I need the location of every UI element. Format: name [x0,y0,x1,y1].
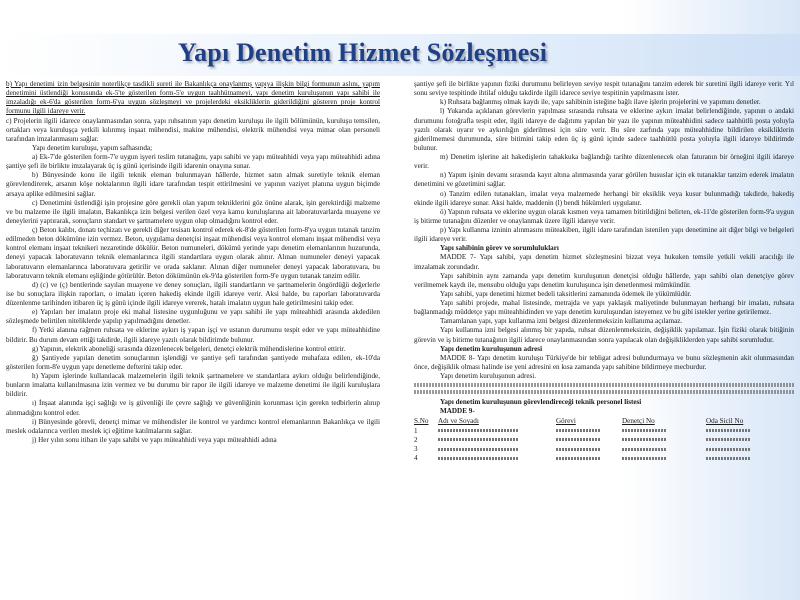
blank-field [706,457,750,460]
paragraph-n: n) Yapım işinin devamı sırasında kayıt altına alınmasında yarar görülen hususlar için ek tutanaklar tanzim ederek imalatın denetimini ve gözetimini sağlar. [414,171,794,189]
right-column [414,80,794,595]
blank-field [556,448,600,451]
col-inspector-no: Denetçi No [622,417,655,426]
address-label: Yapı denetim kuruluşunun adresi. [440,372,537,380]
paragraph-j: j) Her yılın sonu itibarı ile yapı sahibi ve yapı müteahhidi veya yapı müteahhidi adına [32,435,277,444]
blank-field [706,448,750,451]
paragraph-h: h) Yapım işlerinde kullanılacak malzemelerin ilgili teknik şartnamelere ve standartlara aykırı olduğu belirlendiğinde, bunların imalatta kullanılmasına izin vermez ve bu durumu bir rapor ile ilgili idareye ve malzeme denetimi ile ilgili kuruluşlara bildirir. [6,372,380,399]
staff-table [414,417,794,463]
row-number: 1 [414,426,418,435]
paragraph-c2: c) Denetimini üstlendiği işin projesine göre gerekli olan yapım tekniklerini göz önüne alarak, işin gerektirdiği malzeme ve bu malzeme ile ilgili imalatın, Bakanlıkça izin belgesi verilen özel veya kamu kuruluşlarına ait laboratuvarlarda muayene ve deneylerini yaptırarak, sonuçların standart ve şartnamelere uygun olup olmadığını kontrol eder. [6,198,380,225]
paragraph-f: f) Yetki alanına rağmen ruhsata ve eklerine aykırı iş yapan işçi ve ustanın durumunu tespit eder ve yapı müteahhidine bildirir. Bu durum devam ettiği takdirde, ilgili idareye yazılı olarak bildirimde bulunur. [6,326,380,344]
blank-field [556,438,600,441]
paragraph-o: o) Tanzim edilen tutanakları, imalat veya malzemede herhangi bir eksiklik veya kusur bulunmadığı takdirde, hakediş ekinde ilgili idareye sunar. Aksi halde, maddenin (l) bendi hükümleri uygulanır. [414,189,794,207]
paragraph-p: p) Yapı kullanma izninin alınmasını müteakiben, ilgili idare tarafından istenilen yapı denetimine ait diğer bilgi ve belgeleri ilgili idareye verir. [414,226,794,244]
paragraph-i: ı) İnşaat alanında işçi sağlığı ve iş güvenliği ile çevre sağlığı ve güvenliğinin korunması için gerekn tedbirlerin alınıp alınmadığını kontrol eder. [6,399,380,417]
heading-address: Yapı denetim kuruluşunun adresi [440,344,543,353]
article-7: MADDE 7- Yapı sahibi, yapı denetim hizmet sözleşmesini bizzat veya hukuken temsile yetkili vekili aracılığı ile imzalamak zorundadır. [414,253,794,271]
article-7-para-c: Yapı sahibi, yapı denetimi hizmet bedeli taksitlerini zamanında ödemek ile yükümlüdür. [440,289,692,298]
col-name: Adı ve Soyadı [438,417,479,426]
left-column [6,80,380,595]
staff-table-header [414,417,794,426]
col-role: Görevi [556,417,576,426]
paragraph-cc: ç) Beton kalıbı, donatı teçhizatı ve gerekli diğer tesisatı kontrol ederek ek-8'de gösterilen form-8'ya uygun tutanak tanzim edilmeden beton dökümüne izin vermez. Beton, uygulama denetçisi inşaat mühendisi veya kontrol elemanı inşaat mühendisi veya kontrol elemanı inşaat teknikeri nezaretinde dökülür. Beton numuneleri, dökümü yerinde yapı denetim elemanlarının huzurunda, deneyi yapacak laboratuvarın teknik elemanlarınca ilgili standartlara uygun olarak alınır. Alınan numuneler deneyi yapacak laboratuvarın elemanlarınca laboratuvara getirilir ve orada saklanır. Alınan diğer numuneler deneyi yapacak laboratuvara, bu laboratuvarın teknik elemanı eşliğinde götürülür. Beton dökümünün ek-9'da gösterilen form-9'e uygun tutanak tanzim edilir. [6,226,380,280]
paragraph-d: d) (c) ve (ç) bentlerinde sayılan muayene ve deney sonuçları, ilgili standartların ve şartnamelerin öngördüğü değerlerle ise bu sonuçlara ilişkin raporları, o imalatı içeren hakediş ekinde ilgili idareye verir. Aksi halde, bu raporları laboratuvarda düzenlenme tarihinden itibaren üç iş günü içinde ilgili idareye vererek, hatalı imalatın uygun hale getirilmesini takip eder. [6,280,380,307]
article-7-para-d: Yapı sahibi projede, mahal listesinde, metrajda ve yapı yaklaşık maliyetinde bulunmayan herhangi bir imalatı, ruhsata bağlanmadığı müddetçe yapı müteahhidinden ve yapı denetim kuruluşundan isteyemez ve bu gibi istekler yerine getirilemez. [414,299,794,317]
blank-field [556,429,600,432]
heading-construction-phase: Yapı denetim kuruluşu, yapım safhasında; [32,143,153,152]
blank-field [438,429,518,432]
title-band [0,34,800,76]
blank-field [622,448,666,451]
article-7-para-b: Yapı sahibinin aynı zamanda yapı denetim kuruluşunun denetçisi olduğu hâllerde, yapı sahibi olan denetçiye görev verilmemek kaydı ile, mensubu olduğu yapı denetim kuruluşunca işin denetlenmesi mümkündür. [414,271,794,289]
table-row [414,436,794,445]
paragraph-b2: b) Bünyesinde konu ile ilgili teknik eleman bulunmayan hâllerde, hizmet satın almak suretiyle teknik eleman görevlendirerek, arsanın köşe noktalarının ilgili idare tarafından tespit ettirilmesini ve yapının vaziyet planına uygun biçimde arsaya aplike edilmesini sağlar. [6,171,380,198]
paragraph-oo: ö) Yapının ruhsata ve eklerine uygun olarak kısmen veya tamamen bitirildiğini belirten, ek-11'de gösterilen form-9'a uygun iş bitirme tutanağını düzenler ve onaylanmak üzere ilgili idareye verir. [414,207,794,225]
blank-field [438,438,518,441]
paragraph-e: e) Yapıları her imalatın proje eki mahal listesine uygunluğunu ve yapı sahibi ile yapı müteahhidi arasında akdedilen sözleşmede belirtilen niteliklerde yapılıp yapılmadığını denetler. [6,308,380,326]
blank-field [438,457,518,460]
col-chamber-no: Oda Sicil No [706,417,744,426]
page-title: Yapı Denetim Hizmet Sözleşmesi [178,38,548,67]
blank-field [438,448,518,451]
blank-field [622,457,666,460]
paragraph-g: g) Yapının, elektrik aboneliği sırasında düzenlenecek belgeleri, denetçi elektrik mühendislerine kontrol ettirir. [32,344,346,353]
blank-field [706,438,750,441]
blank-field [706,429,750,432]
table-row [414,454,794,463]
address-fill-line-1 [414,383,794,387]
paragraph-ii: i) Bünyesinde görevli, denetçi mimar ve mühendisler ile kontrol ve yardımcı kontrol elemanlarının Bakanlıkça ve ilgili meslek odalarınca verilen meslek içi eğitime katılmalarını sağlar. [6,417,380,435]
article-7-para-f: Yapı kullanma izni belgesi alınmış bir yapıda, ruhsat düzenlenmeksizin, değişiklik yapılamaz. İşin fiziki olarak bitiğinin görevin ve iş bitirme tutanağının ilgili idarece onaylanmasından sonra yapılacak olan değişikliklerden yapı sahibi sorumludur. [414,326,794,344]
blank-field [622,438,666,441]
row-number: 4 [414,453,418,462]
article-9: MADDE 9- [440,407,475,416]
blank-field [556,457,600,460]
paragraph-a: a) Ek-7'de gösterilen form-7'e uygun işyeri teslim tutanağını, yapı sahibi ve yapı müteahhidi veya yapı müteahhidi adına şantiye şefi ile birlikte imzalayarak üç iş günü içerisinde ilgili idarenin onayına sunar. [6,153,380,171]
paragraph-b: b) Yapı denetimi izin belgesinin noterlikçe tasdikli sureti ile Bakanlıkça onaylanmış yapıya ilişkin bilgi formunun aslını, yapım denetimini üstlendiği konusunda ek-5'te gösterilen form-5'e uygun taahhütnameyi, yapı denetim kuruluşunun yapı sahibi ile imzaladığı ek-6'da gösterilen form-6'ya uygun sözleşmeyi ve projelerdeki eksikliklerin giderildiğini gösteren proje kontrol formunu ilgili idareye verir. [6,80,380,116]
paragraph-continued: şantiye şefi ile birlikte yapının fiziki durumunu belirleyen seviye tespit tutanağını tanzim ederek bir suretini ilgili idareye verir. Yıl sonu seviye tespitinde ihtilaf olduğu takdirde ilgili idarece seviye tespitinin yapılmasını ister. [414,80,794,98]
heading-staff-list: Yapı denetim kuruluşunun görevlendireceği teknik personel listesi [440,398,642,407]
heading-owner-duties: Yapı sahibinin görev ve sorumlulukları [440,244,559,253]
paragraph-l: l) Yukarıda açıklanan görevlerin yapılması sırasında ruhsata ve eklerine aykırı imalat belirlendiğinde, yapının o andaki durumunu fotoğrafla tespit eder, ilgili idareye de dağıtımı yapılan bir yazı ile yapının müteahhidini sadece taahhütlü posta yoluyla yazılı olarak uyarır ve aykırılığın giderilmesi için süre verir. Bu süre zarfında yapı müteahhidine bildirilen eksikliklerin giderilmemesi durumunda, süre bitimini takip eden üç iş günü içinde sadece taahhütlü posta yoluyla ilgili idareye bildirimde bulunur. [414,107,794,152]
table-row [414,427,794,436]
paragraph-c: c) Projelerin ilgili idarece onaylanmasından sonra, yapı ruhsatının yapı denetim kuruluşu ile ilgili bölümünün, kuruluşu temsilen, ortakları veya kuruluşça yetkili kılınmış inşaat mühendisi, makine mühendisi, elektrik mühendisi veya mimar olan personeli tarafından imzalanmasını sağlar. [6,116,380,143]
address-fill-line-2 [414,390,794,394]
col-sno: S.No [414,417,429,426]
paragraph-k: k) Ruhsata bağlanmış olmak kaydı ile, yapı sahibinin isteğine bağlı ilave işlerin projelerini ve yapımını denetler. [440,98,761,107]
row-number: 2 [414,435,418,444]
paragraph-m: m) Denetim işlerine ait hakedişlerin tahakkuka bağlandığı tarihte düzenlenecek olan faturanın bir örneğini ilgili idareye verir. [414,153,794,171]
table-row [414,445,794,454]
article-7-para-e: Tamamlanan yapı, yapı kullanma izni belgesi düzenlenmeksizin kullanıma açılamaz. [440,317,683,326]
article-8: MADDE 8- Yapı denetim kuruluşu Türkiye'de bir tebligat adresi bulundurmaya ve bunu sözleşmenin akit olunmasından önce, değişiklik olması halinde ise yeni adresini en kısa zamanda yapı sahibine bildirmeye mecburdur. [414,353,794,371]
row-number: 3 [414,444,418,453]
blank-field [622,429,666,432]
paragraph-gg: ğ) Şantiyede yapılan denetim sonuçlarının işlendiği ve şantiye şefi tarafından şantiyede muhafaza edilen, ek-10'da gösterilen form-8'e uygun yapı denetleme defterini takip eder. [6,353,380,371]
